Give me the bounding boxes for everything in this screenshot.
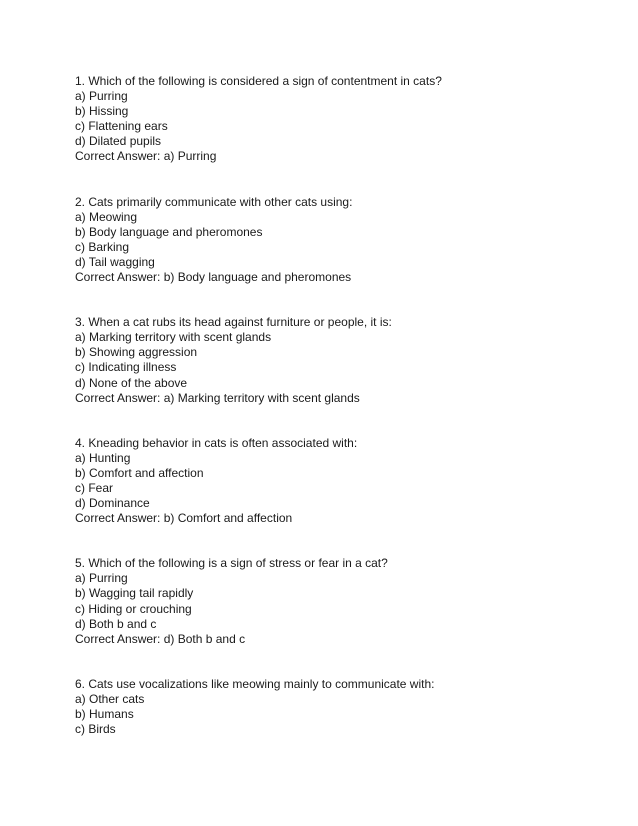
answer-option: d) Dilated pupils xyxy=(75,134,162,149)
answer-option: a) Purring xyxy=(75,571,128,586)
answer-option: d) Both b and c xyxy=(75,616,157,631)
question-block xyxy=(75,677,615,737)
question-prompt: 2. Cats primarily communicate with other cats using: xyxy=(75,194,353,209)
answer-option: b) Body language and pheromones xyxy=(75,224,263,239)
question-block xyxy=(75,436,615,527)
answer-option: d) Dominance xyxy=(75,496,150,511)
question-block xyxy=(75,315,615,406)
answer-option: c) Hiding or crouching xyxy=(75,601,192,616)
quiz-content xyxy=(75,74,615,767)
answer-option: a) Other cats xyxy=(75,691,145,706)
question-block xyxy=(75,556,615,647)
correct-answer: Correct Answer: b) Body language and pheromones xyxy=(75,270,352,285)
question-block xyxy=(75,74,615,165)
question-prompt: 4. Kneading behavior in cats is often associated with: xyxy=(75,435,358,450)
correct-answer: Correct Answer: d) Both b and c xyxy=(75,631,246,646)
answer-option: b) Showing aggression xyxy=(75,345,198,360)
answer-option: a) Meowing xyxy=(75,209,138,224)
answer-option: c) Barking xyxy=(75,239,130,254)
answer-option: b) Wagging tail rapidly xyxy=(75,586,194,601)
answer-option: a) Purring xyxy=(75,89,128,104)
question-prompt: 1. Which of the following is considered a sign of contentment in cats? xyxy=(75,74,442,88)
question-prompt: 3. When a cat rubs its head against furniture or people, it is: xyxy=(75,315,392,330)
answer-option: c) Fear xyxy=(75,480,114,495)
answer-option: a) Hunting xyxy=(75,450,131,465)
answer-option: c) Birds xyxy=(75,722,116,737)
answer-option: d) Tail wagging xyxy=(75,254,155,269)
answer-option: c) Indicating illness xyxy=(75,360,177,375)
answer-option: a) Marking territory with scent glands xyxy=(75,330,272,345)
answer-option: b) Humans xyxy=(75,707,134,721)
question-prompt: 5. Which of the following is a sign of stress or fear in a cat? xyxy=(75,556,388,571)
answer-option: b) Comfort and affection xyxy=(75,465,204,480)
answer-option: d) None of the above xyxy=(75,375,188,390)
question-prompt: 6. Cats use vocalizations like meowing mainly to communicate with: xyxy=(75,676,435,691)
question-block xyxy=(75,195,615,286)
correct-answer: Correct Answer: a) Purring xyxy=(75,149,217,164)
correct-answer: Correct Answer: a) Marking territory with scent glands xyxy=(75,390,360,405)
answer-option: c) Flattening ears xyxy=(75,119,168,134)
correct-answer: Correct Answer: b) Comfort and affection xyxy=(75,511,293,526)
answer-option: b) Hissing xyxy=(75,104,129,119)
